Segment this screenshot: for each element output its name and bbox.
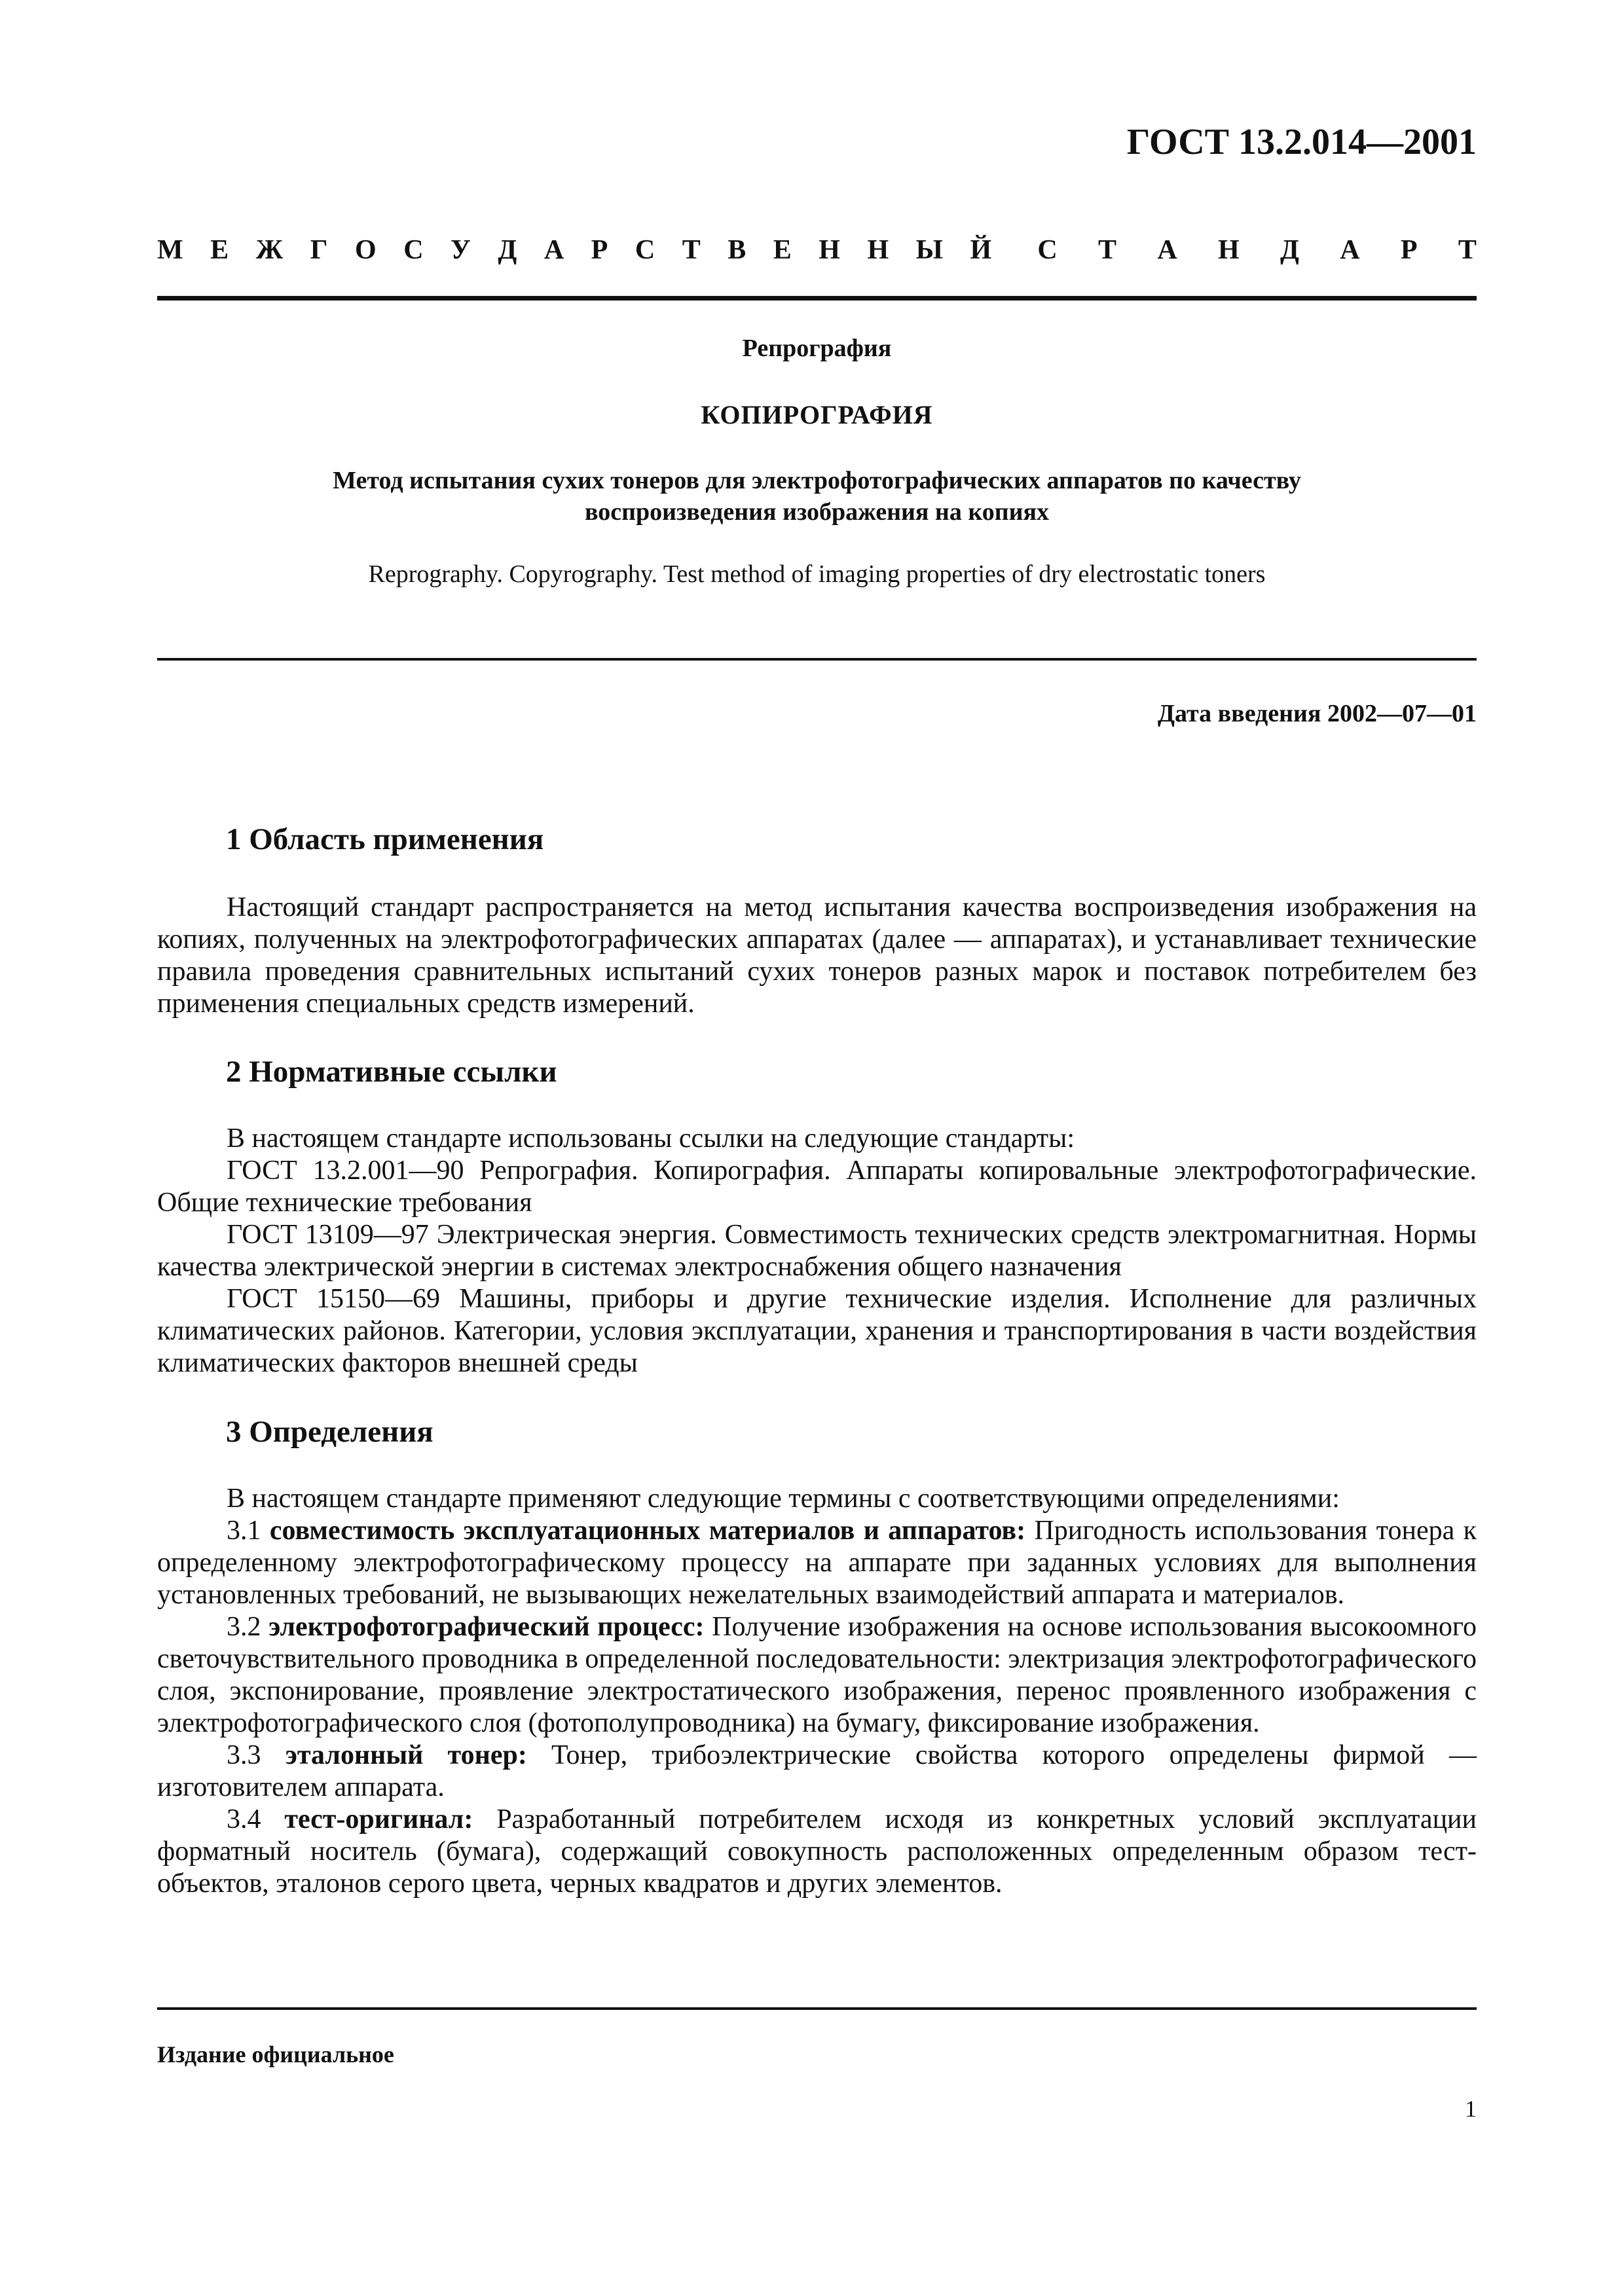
definition-term: эталонный тонер:: [285, 1740, 527, 1770]
standard-type-word2: [1037, 234, 1477, 266]
section-1-heading: 1 Область применения: [226, 822, 544, 856]
reference-2: ГОСТ 13109—97 Электрическая энергия. Совместимость технических средств электромагнитная. Нормы качества электрической энергии в системах электроснабжения общего назначения: [157, 1220, 1477, 1282]
header-letter: О: [355, 235, 377, 265]
title-line-2: КОПИРОГРАФИЯ: [701, 400, 933, 429]
header-letter: Н: [1218, 235, 1240, 265]
definition-number: 3.3: [227, 1740, 261, 1770]
header-letter: У: [451, 235, 471, 265]
header-letter: А: [1157, 235, 1177, 265]
definition-term: тест-оригинал:: [284, 1804, 473, 1834]
header-letter: Р: [591, 235, 608, 265]
header-letter: А: [544, 235, 564, 265]
header-letter: Т: [1458, 235, 1477, 265]
section-2-intro: В настоящем стандарте использованы ссылки на следующие стандарты:: [227, 1123, 1075, 1154]
header-letter: С: [403, 235, 424, 265]
definition-number: 3.4: [227, 1804, 261, 1834]
definition-text: Получение изображения на основе использования высокоомного светочувствительного проводника в определенной последовательности: электризация электрофотографического слоя, экспонирование, проявление электростатического изображения, перенос проявленного изображения с электрофотографического слоя (фотополупроводника) на бумагу, фиксирование изображения.: [157, 1612, 1477, 1738]
footer-rule: [157, 2007, 1477, 2010]
edition-label: Издание официальное: [157, 2041, 394, 2068]
definition-term: совместимость эксплуатационных материалов и аппаратов:: [269, 1516, 1026, 1546]
header-letter: Т: [682, 235, 701, 265]
definition-number: 3.1: [227, 1516, 261, 1546]
header-rule: [157, 296, 1477, 301]
header-letter: В: [728, 235, 746, 265]
title-line-3b: воспроизведения изображения на копиях: [584, 498, 1050, 526]
header-letter: Й: [970, 235, 992, 265]
introduction-date: Дата введения 2002—07—01: [1157, 700, 1477, 727]
header-letter: М: [157, 235, 183, 265]
standard-designation: ГОСТ 13.2.014—2001: [1126, 122, 1477, 162]
header-letter: Д: [498, 235, 517, 265]
header-letter: Ж: [255, 235, 284, 265]
definition-text: Тонер, трибоэлектрические свойства которого определены фирмой — изготовителем аппарата.: [157, 1740, 1477, 1802]
section-3-intro: В настоящем стандарте применяют следующие термины с соответствующими определениями:: [227, 1484, 1340, 1514]
section-3-body: [157, 1483, 1477, 1900]
header-letter: Т: [1097, 235, 1116, 265]
definition-term: электрофотографический процесс:: [268, 1612, 705, 1642]
reference-1: ГОСТ 13.2.001—90 Репрография. Копирография. Аппараты копировальные электрофотографические. Общие технические требования: [157, 1156, 1477, 1218]
title-line-3: [157, 465, 1477, 528]
header-letter: Н: [819, 235, 840, 265]
title-line-1: Репрография: [742, 335, 892, 362]
header-letter: Е: [210, 235, 229, 265]
standard-type-line: [157, 234, 1477, 266]
section-3-heading: 3 Определения: [226, 1415, 433, 1449]
definition-3-3: [157, 1740, 1477, 1804]
header-letter: Е: [773, 235, 792, 265]
header-letter: Н: [867, 235, 889, 265]
standard-type-word1: [157, 234, 991, 266]
header-letter: Д: [1280, 235, 1299, 265]
reference-3: ГОСТ 15150—69 Машины, приборы и другие технические изделия. Исполнение для различных климатических районов. Категории, условия эксплуатации, хранения и транспортирования в части воздействия климатических факторов внешней среды: [157, 1284, 1477, 1378]
definition-number: 3.2: [227, 1612, 261, 1642]
definition-3-1: [157, 1515, 1477, 1611]
definition-3-4: [157, 1804, 1477, 1900]
header-letter: Г: [310, 235, 328, 265]
page-number: 1: [1465, 2096, 1477, 2122]
section-2-heading: 2 Нормативные ссылки: [226, 1055, 557, 1089]
title-rule: [157, 658, 1477, 661]
header-letter: Р: [1400, 235, 1418, 265]
header-letter: С: [635, 235, 655, 265]
header-letter: Ы: [915, 235, 943, 265]
section-1-body: [157, 892, 1477, 1020]
definition-text: Разработанный потребителем исходя из конкретных условий эксплуатации форматный носитель (бумага), содержащий совокупность расположенных определенным образом тест-объектов, эталонов серого цвета, черных квадратов и других элементов.: [157, 1804, 1477, 1899]
title-english: Reprography. Copyrography. Test method of imaging properties of dry electrostatic toners: [368, 560, 1266, 588]
header-letter: А: [1340, 235, 1360, 265]
title-line-3a: Метод испытания сухих тонеров для электрофотографических аппаратов по качеству: [333, 467, 1301, 494]
section-1-paragraph: Настоящий стандарт распространяется на метод испытания качества воспроизведения изображения на копиях, полученных на электрофотографических аппаратах (далее — аппаратах), и устанавливает технические правила проведения сравнительных испытаний сухих тонеров разных марок и поставок потребителем без применения специальных средств измерений.: [157, 892, 1477, 1019]
definition-3-2: [157, 1611, 1477, 1740]
definition-text: Пригодность использования тонера к определенному электрофотографическому процессу на аппарате при заданных условиях для выполнения установленных требований, не вызывающих нежелательных взаимодействий аппарата и материалов.: [157, 1516, 1477, 1610]
section-2-body: [157, 1123, 1477, 1379]
header-letter: С: [1037, 235, 1058, 265]
